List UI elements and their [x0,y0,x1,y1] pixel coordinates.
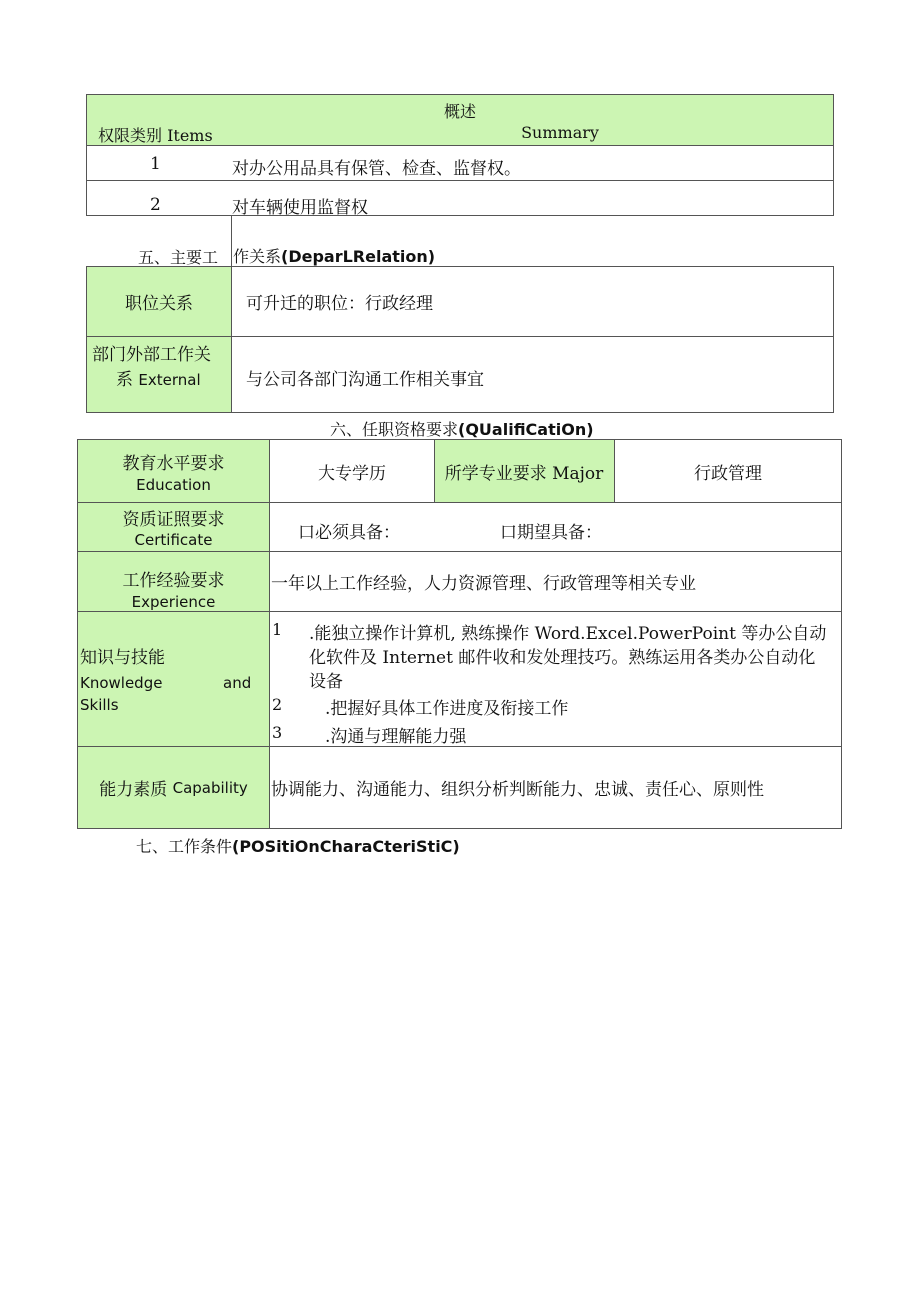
experience-label-cn: 工作经验要求 [122,571,225,591]
relation-external-label-cn2: 系 [116,370,133,390]
summary-header-en: Summary [521,123,599,142]
relation-position-value: 可升迁的职位：行政经理 [246,294,433,314]
experience-label-en: Experience [131,593,216,611]
relation-external-label-en: External [138,371,201,389]
skills-label-en1: Knowledge [80,674,163,692]
education-value: 大专学历 [318,463,386,484]
authority-row-1-text: 对办公用品具有保管、检查、监督权。 [232,159,521,179]
section5-title-part2: 作关系 [233,247,282,266]
education-label-en: Education [136,476,211,494]
section5-title-part1: 五、主要工 [138,248,219,267]
skill-1-no: 1 [272,620,283,639]
certificate-must: 口必须具备： [298,523,400,543]
skill-1-line3: 设备 [309,672,343,692]
section7-title [136,834,460,857]
major-label: 所学专业要求 Major [444,463,604,484]
section7-title-cn: 七、工作条件 [136,837,233,856]
education-label-cn: 教育水平要求 [122,454,225,474]
certificate-label-cn: 资质证照要求 [122,510,225,530]
skill-1-line2: 化软件及 Internet 邮件收和发处理技巧。熟练运用各类办公自动化 [309,648,816,668]
authority-row-2-text: 对车辆使用监督权 [232,198,368,218]
major-value: 行政管理 [694,463,762,484]
skills-label-en2: and [223,674,252,692]
relation-external-label-line2 [116,365,201,390]
capability-label-en: Capability [172,778,248,797]
relation-col-divider [231,266,232,413]
section6-title-en: (QUalifiCatiOn) [458,420,594,439]
section6-title [330,417,594,440]
relation-row-divider [86,336,834,337]
section5-title [233,244,435,267]
skill-2-line1: .把握好具体工作进度及衔接工作 [325,699,569,719]
authority-row-2-no: 2 [150,195,161,215]
qual-row-divider-3 [77,611,842,612]
section6-title-cn: 六、任职资格要求 [330,420,459,439]
skills-label-cn: 知识与技能 [80,648,165,668]
experience-label [78,566,269,611]
relation-external-value: 与公司各部门沟通工作相关事宜 [246,370,484,390]
items-header: 权限类别 Items [98,126,213,145]
skill-1-line1: .能独立操作计算机, 熟练操作 Word.Excel.PowerPoint 等办公自动 [309,624,827,644]
authority-row-1-no: 1 [150,154,161,174]
relation-position-label: 职位关系 [125,294,193,314]
experience-value: 一年以上工作经验，人力资源管理、行政管理等相关专业 [271,574,696,594]
section5-title-en: (DeparLRelation) [281,247,436,266]
section7-title-en: (POSitiOnCharaCteriStiC) [232,837,460,856]
skills-label-en3: Skills [80,696,119,714]
skill-3-line1: .沟通与理解能力强 [325,727,467,747]
skill-2-no: 2 [272,695,283,714]
skill-3-no: 3 [272,723,283,742]
section5-divider [231,216,232,266]
capability-value: 协调能力、沟通能力、组织分析判断能力、忠诚、责任心、原则性 [271,780,764,800]
certificate-expect: 口期望具备： [500,523,602,543]
certificate-label [78,505,269,549]
capability-label [78,747,269,828]
qual-row-divider-1 [77,502,842,503]
authority-row-2 [86,180,834,216]
education-label [78,449,269,494]
certificate-label-en: Certificate [134,531,213,549]
relation-external-label-cn1: 部门外部工作关 [92,345,211,365]
capability-label-cn: 能力素质 [99,780,168,800]
summary-header-cn: 概述 [443,102,476,121]
